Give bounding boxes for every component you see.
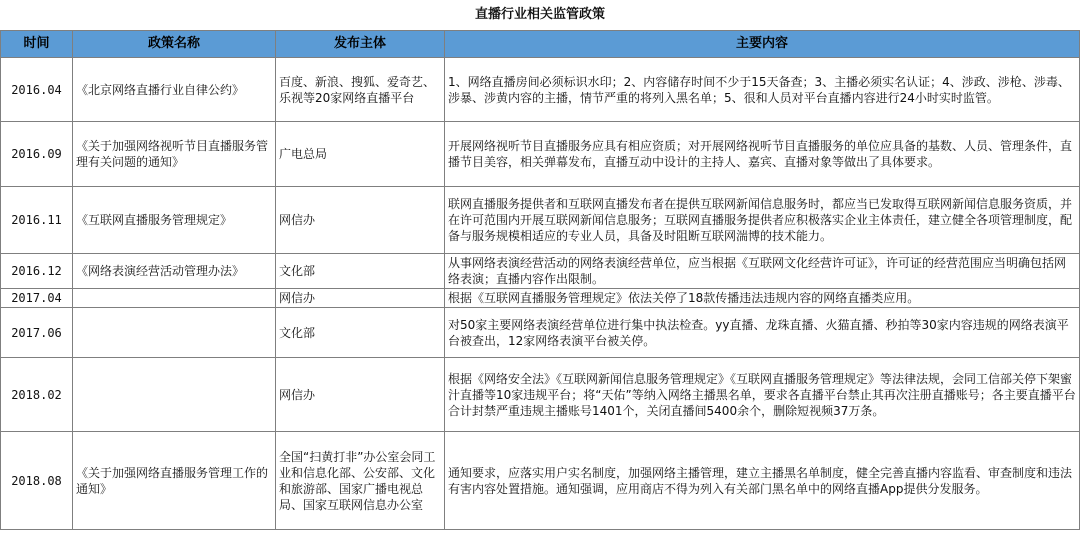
cell-publisher: 网信办 (276, 358, 445, 432)
table-row (1, 254, 1080, 289)
cell-time: 2016.09 (1, 122, 73, 187)
cell-publisher: 百度、新浪、搜狐、爱奇艺、乐视等20家网络直播平台 (276, 58, 445, 122)
table-title: 直播行业相关监管政策 (474, 7, 605, 22)
cell-policy-name (73, 358, 276, 432)
header-policy-name: 政策名称 (73, 31, 276, 58)
header-row (1, 31, 1080, 58)
cell-content: 通知要求，应落实用户实名制度，加强网络主播管理，建立主播黑名单制度，健全完善直播内容监看、审查制度和违法有害内容处置措施。通知强调，应用商店不得为列入有关部门黑名单中的网络直播App提供分发服务。 (445, 432, 1080, 530)
cell-content: 根据《网络安全法》《互联网新闻信息服务管理规定》《互联网直播服务管理规定》等法律法规，会同工信部关停下架蜜汁直播等10家违规平台；将“天佑”等纳入网络主播黑名单，要求各直播平台禁止其再次注册直播账号；各主要直播平台合计封禁严重违规主播账号1401个，关闭直播间5400余个，删除短视频37万条。 (445, 358, 1080, 432)
cell-content: 从事网络表演经营活动的网络表演经营单位，应当根据《互联网文化经营许可证》，许可证的经营范围应当明确包括网络表演；直播内容作出限制。 (445, 254, 1080, 289)
cell-content: 根据《互联网直播服务管理规定》依法关停了18款传播违法违规内容的网络直播类应用。 (445, 289, 1080, 308)
cell-policy-name (73, 308, 276, 358)
cell-content: 联网直播服务提供者和互联网直播发布者在提供互联网新闻信息服务时，都应当已发取得互联网新闻信息服务资质，并在许可范围内开展互联网新闻信息服务；互联网直播服务提供者应积极落实企业主体责任，建立健全各项管理制度，配备与服务规模相适应的专业人员，具备及时阻断互联网湍博的技术能力。 (445, 187, 1080, 254)
cell-publisher: 全国“扫黄打非”办公室会同工业和信息化部、公安部、文化和旅游部、国家广播电视总局、国家互联网信息办公室 (276, 432, 445, 530)
cell-publisher: 文化部 (276, 254, 445, 289)
cell-publisher: 网信办 (276, 187, 445, 254)
cell-publisher: 文化部 (276, 308, 445, 358)
cell-time: 2018.02 (1, 358, 73, 432)
cell-policy-name: 《北京网络直播行业自律公约》 (73, 58, 276, 122)
cell-time: 2016.12 (1, 254, 73, 289)
table-row (1, 122, 1080, 187)
policy-table (0, 30, 1080, 530)
table-row (1, 432, 1080, 530)
table-row (1, 58, 1080, 122)
cell-time: 2016.04 (1, 58, 73, 122)
cell-time: 2017.06 (1, 308, 73, 358)
cell-publisher: 广电总局 (276, 122, 445, 187)
cell-policy-name: 《网络表演经营活动管理办法》 (73, 254, 276, 289)
table-row (1, 308, 1080, 358)
cell-policy-name: 《互联网直播服务管理规定》 (73, 187, 276, 254)
table-row (1, 187, 1080, 254)
cell-time: 2016.11 (1, 187, 73, 254)
cell-time: 2017.04 (1, 289, 73, 308)
table-row (1, 289, 1080, 308)
cell-policy-name: 《关于加强网络视听节目直播服务管理有关问题的通知》 (73, 122, 276, 187)
header-time: 时间 (1, 31, 73, 58)
cell-policy-name (73, 289, 276, 308)
header-content: 主要内容 (445, 31, 1080, 58)
cell-publisher: 网信办 (276, 289, 445, 308)
cell-content: 开展网络视听节目直播服务应具有相应资质；对开展网络视听节目直播服务的单位应具备的基数、人员、管理条件，直播节目美容，相关弹幕发布，直播互动中设计的主持人、嘉宾、直播对象等做出了具体要求。 (445, 122, 1080, 187)
cell-time: 2018.08 (1, 432, 73, 530)
cell-content: 对50家主要网络表演经营单位进行集中执法检查。yy直播、龙珠直播、火猫直播、秒拍等30家内容违规的网络表演平台被查出，12家网络表演平台被关停。 (445, 308, 1080, 358)
cell-content: 1、网络直播房间必须标识水印；2、内容储存时间不少于15天备查；3、主播必须实名认证；4、涉政、涉枪、涉毒、涉暴、涉黄内容的主播，情节严重的将列入黑名单；5、很和人员对平台直播内容进行24小时实时监管。 (445, 58, 1080, 122)
cell-policy-name: 《关于加强网络直播服务管理工作的通知》 (73, 432, 276, 530)
table-row (1, 358, 1080, 432)
header-publisher: 发布主体 (276, 31, 445, 58)
